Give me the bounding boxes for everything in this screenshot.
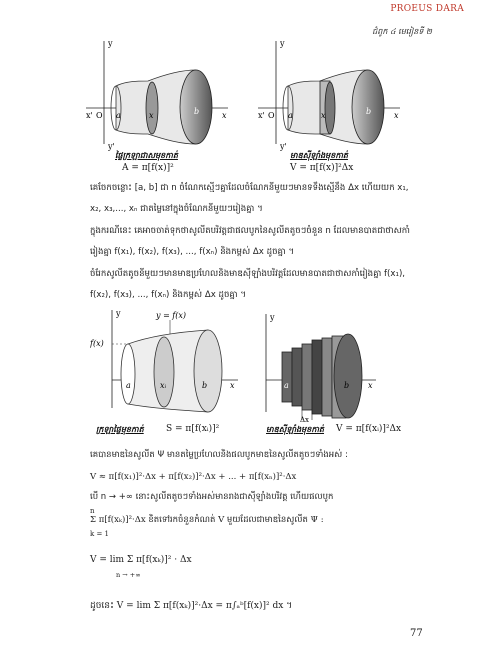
fig2l-a-label: a (126, 381, 131, 390)
brand-watermark: PROEUS DARA (390, 4, 464, 14)
fig2-right-caption: មាឌស៊ីឡាំងមុខកាត់ (266, 425, 325, 434)
fig1r-x-label: x (394, 111, 399, 120)
fig1-left-caption: ផ្ទៃក្រឡាជាសមុខកាត់ (115, 151, 178, 160)
fig2l-fx-label: f(x) (90, 339, 104, 348)
fig2r-y-label: y (270, 313, 275, 322)
fig2l-y-label: y (116, 309, 121, 318)
fig2-left-caption: ក្រឡាផ្ទៃមុខកាត់ (96, 425, 144, 434)
fig1-right-formula: V = π[f(x)]²Δx (290, 163, 354, 173)
fig2r-x-label: x (368, 381, 373, 390)
fig2r-b-label: b (344, 381, 350, 390)
figure1-left-diagram (86, 36, 236, 151)
paragraph-3: ចំរែកសូលីតតូចនីមួយៗមានមាឌប្រហែលនិងមាឌស៊ីឡាំងបរិវត្តដែលមានបាតជាថាសកាំរៀងគ្នា f(x₁), f(x₂), f(x₃), ..., f(xₙ) និងកម្ពស់ Δx ដូចគ្នា ។ (90, 269, 406, 300)
fig1r-origin-label: O (268, 111, 275, 120)
fig1r-b-label: b (366, 107, 372, 116)
lim-subscript: n → +∞ (116, 571, 141, 579)
paragraph-1: គេចែកចន្លោះ [a, b] ជា n ចំណែកស្មើៗគ្នាដែលចំណែកនីមួយៗមានទទឹងស្មើនឹង Δx ហើយយក x₁, x₂, x₃,..., xₙ ជាតម្លៃនៅក្នុងចំណែកនីមួយៗរៀងគ្នា ។ (90, 183, 409, 214)
fig1r-xprime-label: x' (258, 111, 265, 120)
fig1l-x-label: x (222, 111, 227, 120)
fig2l-yeq-label: y = f(x) (156, 311, 187, 320)
fig1l-yprime-label: y' (108, 142, 115, 151)
fig2r-dx-label: Δx (300, 416, 310, 424)
fig1r-y-label: y (280, 39, 285, 48)
fig2-left-formula: S = π[f(xᵢ)]² (166, 424, 220, 434)
fig1r-xi-label: x (321, 111, 326, 120)
volume-approx: V ≈ π[f(x₁)]²·Δx + π[f(x₂)]²·Δx + ... + π[f(xₙ)]²·Δx (90, 472, 297, 482)
fig1l-a-label: a (116, 111, 121, 120)
fig1l-b-label: b (194, 107, 200, 116)
figure1-right-diagram (258, 36, 408, 151)
limit-text: បើ n → +∞ នោះសូលីតតូចៗទាំងអស់មានរាងជាស៊ីឡាំងបរិវត្ត ហើយផលបូក (90, 492, 334, 502)
fig1-left-formula: A = π[f(x)]² (122, 163, 174, 173)
sum-text: Σ π[f(xₖ)]²·Δx ខិតទៅរកចំនួនកំណត់ V មួយដែលជាមាឌនៃសូលីត Ψ : (90, 515, 324, 525)
sum-sup: n (90, 507, 95, 515)
fig2-right-formula: V = π[f(xᵢ)]²Δx (336, 424, 402, 434)
chapter-header: ជំពូក ៤ មេរៀនទី ២ (372, 27, 432, 36)
fig1-right-caption: មាឌស៊ីឡាំងមុខកាត់ (290, 151, 349, 160)
volume-definition: V = lim Σ π[f(xₖ)]² · Δx (90, 555, 192, 565)
sum-sub: k = 1 (90, 530, 110, 538)
fig2l-b-label: b (202, 381, 208, 390)
volume-intro: គេបានមាឌនៃសូលីត Ψ មានតម្លៃប្រហែលនិងផលបូកមាឌនៃសូលីតតូចៗទាំងអស់ : (90, 450, 348, 460)
figure2-left-diagram (90, 308, 240, 420)
fig1l-origin-label: O (96, 111, 103, 120)
fig2r-a-label: a (284, 381, 289, 390)
page-number: 77 (410, 628, 423, 639)
fig1r-yprime-label: y' (280, 142, 287, 151)
paragraph-2: ក្នុងករណីនេះ គេអាចចាត់ទុកថាសូលីតបរិវត្តជាផលបូកនៃសូលីតតូចៗចំនួន n ដែលមានបាតជាថាសកាំរៀងគ្នា f(x₁), f(x₂), f(x₃), ..., f(xₙ) និងកម្ពស់ Δx ដូចគ្នា ។ (90, 226, 410, 257)
conclusion: ដូចនេះ V = lim Σ π[f(xₖ)]²·Δx = π∫ₐᵇ[f(x)]² dx ។ (90, 601, 293, 611)
fig1l-y-label: y (108, 39, 113, 48)
fig1r-a-label: a (288, 111, 293, 120)
fig2l-xi-label: xᵢ (160, 381, 167, 390)
fig2l-x-label: x (230, 381, 235, 390)
fig1l-xi-label: x (149, 111, 154, 120)
figure2-right-diagram (258, 312, 408, 424)
fig1l-xprime-label: x' (86, 111, 93, 120)
